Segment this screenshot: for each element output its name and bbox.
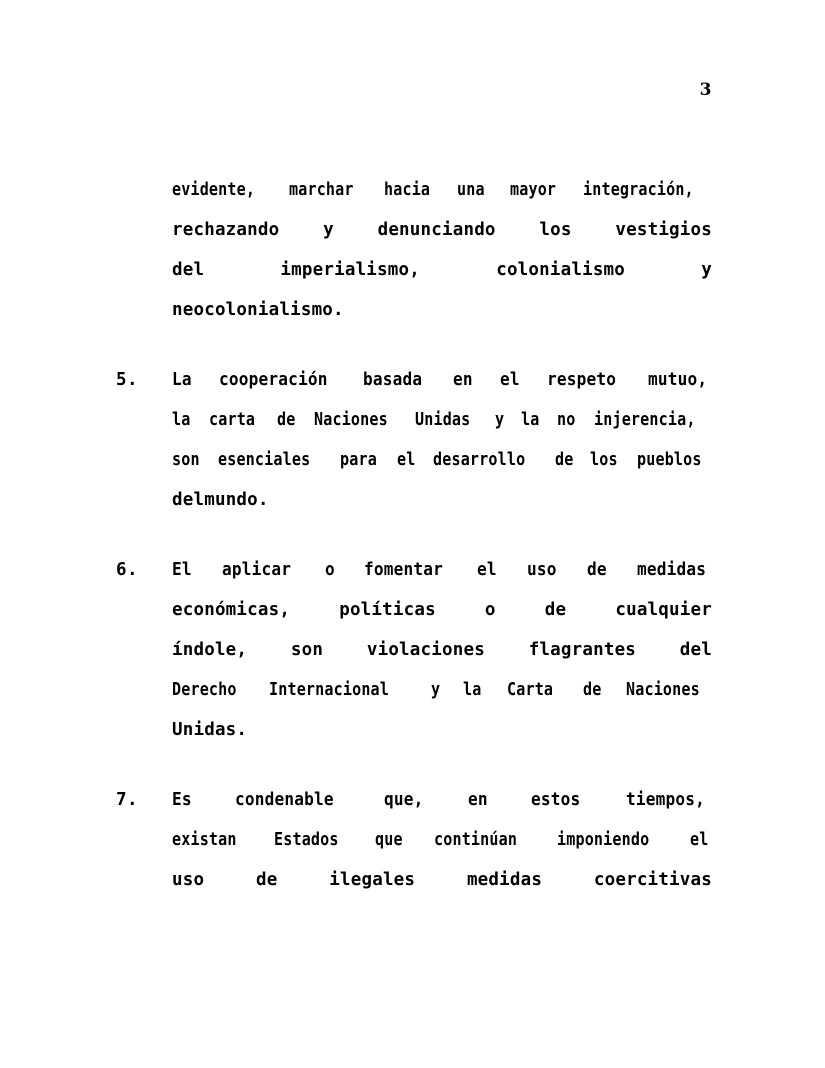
text-line bbox=[172, 590, 712, 630]
word: en bbox=[452, 370, 473, 390]
word: tiempos, bbox=[626, 790, 706, 810]
word: fomentar bbox=[363, 560, 443, 580]
word: mayor bbox=[509, 180, 556, 200]
word: uso bbox=[172, 870, 205, 890]
word: y bbox=[323, 220, 334, 240]
word: o bbox=[484, 600, 496, 620]
word: injerencia, bbox=[593, 410, 696, 430]
text-line bbox=[172, 480, 712, 520]
word: los bbox=[590, 450, 619, 470]
word: Derecho bbox=[172, 680, 237, 700]
word: del bbox=[679, 640, 712, 660]
text-line bbox=[172, 860, 712, 900]
text-line bbox=[172, 400, 712, 440]
list-marker: 6. bbox=[116, 560, 139, 580]
word: hacia bbox=[383, 180, 430, 200]
word: esenciales bbox=[218, 450, 311, 470]
word: económicas, bbox=[172, 600, 291, 620]
text-line bbox=[172, 780, 712, 820]
word: rechazando bbox=[172, 220, 280, 240]
word: integración, bbox=[583, 180, 694, 200]
text-line bbox=[172, 630, 712, 670]
word: de bbox=[582, 680, 602, 700]
word: condenable bbox=[234, 790, 334, 810]
word: colonialismo bbox=[496, 260, 626, 280]
numbered-paragraph bbox=[116, 780, 712, 900]
word: y bbox=[430, 680, 440, 700]
word: el bbox=[477, 560, 498, 580]
text-line bbox=[172, 170, 712, 210]
paragraph-lines bbox=[172, 780, 712, 900]
word: desarrollo bbox=[433, 450, 526, 470]
word: la bbox=[463, 680, 482, 700]
word: de bbox=[587, 560, 608, 580]
word: existan bbox=[172, 830, 237, 850]
word: de bbox=[277, 410, 296, 430]
word: los bbox=[539, 220, 572, 240]
word: medidas bbox=[636, 560, 706, 580]
word: y bbox=[494, 410, 504, 430]
word: imperialismo, bbox=[280, 260, 420, 280]
word: respeto bbox=[546, 370, 616, 390]
word: son bbox=[172, 450, 200, 470]
word: no bbox=[557, 410, 576, 430]
word: neocolonialismo. bbox=[172, 300, 344, 320]
word: mutuo, bbox=[647, 370, 707, 390]
word: El bbox=[172, 560, 192, 580]
text-line bbox=[172, 440, 712, 480]
word: La bbox=[172, 370, 192, 390]
word: Carta bbox=[506, 680, 554, 700]
word: de bbox=[256, 870, 278, 890]
text-line bbox=[172, 710, 712, 750]
word: Estados bbox=[273, 830, 339, 850]
word: y bbox=[701, 260, 712, 280]
word: estos bbox=[530, 790, 581, 810]
word: en bbox=[468, 790, 488, 810]
list-marker: 7. bbox=[116, 790, 139, 810]
text-line bbox=[172, 670, 712, 710]
paragraph-lines bbox=[172, 360, 712, 520]
word: continúan bbox=[433, 830, 517, 850]
word: el bbox=[499, 370, 520, 390]
text-line bbox=[172, 250, 712, 290]
word: vestigios bbox=[615, 220, 712, 240]
document-body bbox=[116, 170, 712, 900]
text-line bbox=[172, 360, 712, 400]
word: aplicar bbox=[221, 560, 291, 580]
word: de bbox=[544, 600, 567, 620]
word: del bbox=[172, 260, 205, 280]
word: la bbox=[520, 410, 540, 430]
word: basada bbox=[362, 370, 422, 390]
word: pueblos bbox=[636, 450, 702, 470]
word: marchar bbox=[288, 180, 354, 200]
word: índole, bbox=[172, 640, 248, 660]
word: son bbox=[290, 640, 324, 660]
word: ilegales bbox=[329, 870, 416, 890]
word: medidas bbox=[466, 870, 543, 890]
word: evidente, bbox=[172, 180, 256, 200]
word: para bbox=[340, 450, 378, 470]
paragraph-lines bbox=[172, 170, 712, 330]
numbered-paragraph bbox=[116, 550, 712, 750]
word: el bbox=[690, 830, 709, 850]
word: denunciando bbox=[377, 220, 496, 240]
word: una bbox=[457, 180, 486, 200]
word: mundo. bbox=[204, 490, 269, 510]
word: flagrantes bbox=[528, 640, 637, 660]
word: o bbox=[324, 560, 335, 580]
continuation-paragraph bbox=[116, 170, 712, 330]
word: cualquier bbox=[615, 600, 712, 620]
word: uso bbox=[527, 560, 557, 580]
text-line bbox=[172, 820, 712, 860]
page-number: 3 bbox=[699, 80, 712, 100]
list-marker: 5. bbox=[116, 370, 139, 390]
text-line bbox=[172, 550, 712, 590]
text-line bbox=[172, 290, 712, 330]
word: Unidas bbox=[415, 410, 471, 430]
text-line bbox=[172, 210, 712, 250]
word: el bbox=[397, 450, 416, 470]
numbered-paragraph bbox=[116, 360, 712, 520]
word: Unidas. bbox=[172, 720, 248, 740]
word: políticas bbox=[339, 600, 436, 620]
word: que bbox=[375, 830, 403, 850]
word: coercitivas bbox=[593, 870, 712, 890]
word: Es bbox=[172, 790, 192, 810]
word: cooperación bbox=[219, 370, 328, 390]
word: del bbox=[172, 490, 205, 510]
word: Naciones bbox=[626, 680, 700, 700]
word: la bbox=[172, 410, 191, 430]
word: carta bbox=[208, 410, 255, 430]
word: de bbox=[554, 450, 574, 470]
word: imponiendo bbox=[556, 830, 650, 850]
word: Internacional bbox=[269, 680, 390, 700]
word: violaciones bbox=[366, 640, 485, 660]
paragraph-lines bbox=[172, 550, 712, 750]
word: Naciones bbox=[314, 410, 388, 430]
word: que, bbox=[383, 790, 424, 810]
